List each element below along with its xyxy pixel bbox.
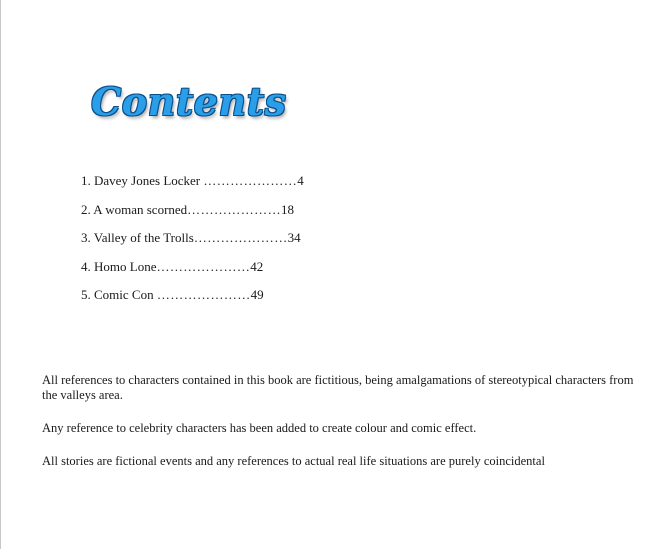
toc-title: A woman scorned bbox=[93, 201, 188, 217]
contents-heading: Contents bbox=[91, 79, 287, 124]
toc-title: Comic Con bbox=[94, 287, 157, 302]
toc-leader-dots: ………………… bbox=[193, 230, 288, 245]
toc-leader-dots: ………………… bbox=[203, 173, 298, 188]
toc-page-number: 42 bbox=[250, 258, 264, 274]
toc-page-number: 4 bbox=[297, 173, 304, 188]
toc-number: 2. bbox=[81, 201, 91, 217]
toc-number: 3. bbox=[81, 230, 91, 245]
toc-entry bbox=[81, 202, 304, 231]
disclaimer-paragraph: All stories are fictional events and any references to actual real life situations are purely coincidental bbox=[42, 454, 545, 468]
toc-number: 5. bbox=[81, 287, 91, 302]
toc-title: Homo Lone bbox=[94, 258, 157, 274]
disclaimer-notes bbox=[42, 373, 637, 487]
toc-page-number: 34 bbox=[287, 230, 301, 245]
toc-page-number: 49 bbox=[250, 287, 264, 302]
disclaimer-paragraph: Any reference to celebrity characters has been added to create colour and comic effect. bbox=[42, 421, 477, 435]
toc-leader-dots: ………………… bbox=[187, 201, 281, 217]
toc-leader-dots: ………………… bbox=[156, 258, 251, 274]
toc-number: 4. bbox=[81, 258, 91, 274]
toc-title: Valley of the Trolls bbox=[93, 230, 194, 245]
toc-entry bbox=[81, 173, 304, 202]
toc-entry bbox=[81, 230, 304, 259]
toc-page-number: 18 bbox=[280, 201, 294, 217]
toc-title: Davey Jones Locker bbox=[94, 173, 204, 188]
toc-entry bbox=[81, 287, 304, 316]
toc-number: 1. bbox=[81, 173, 91, 188]
toc-leader-dots: ………………… bbox=[156, 287, 251, 302]
disclaimer-paragraph: All references to characters contained in this book are fictitious, being amalgamations of stereotypical characters from the valleys area. bbox=[42, 373, 634, 402]
table-of-contents bbox=[81, 173, 304, 316]
toc-entry bbox=[81, 259, 304, 288]
